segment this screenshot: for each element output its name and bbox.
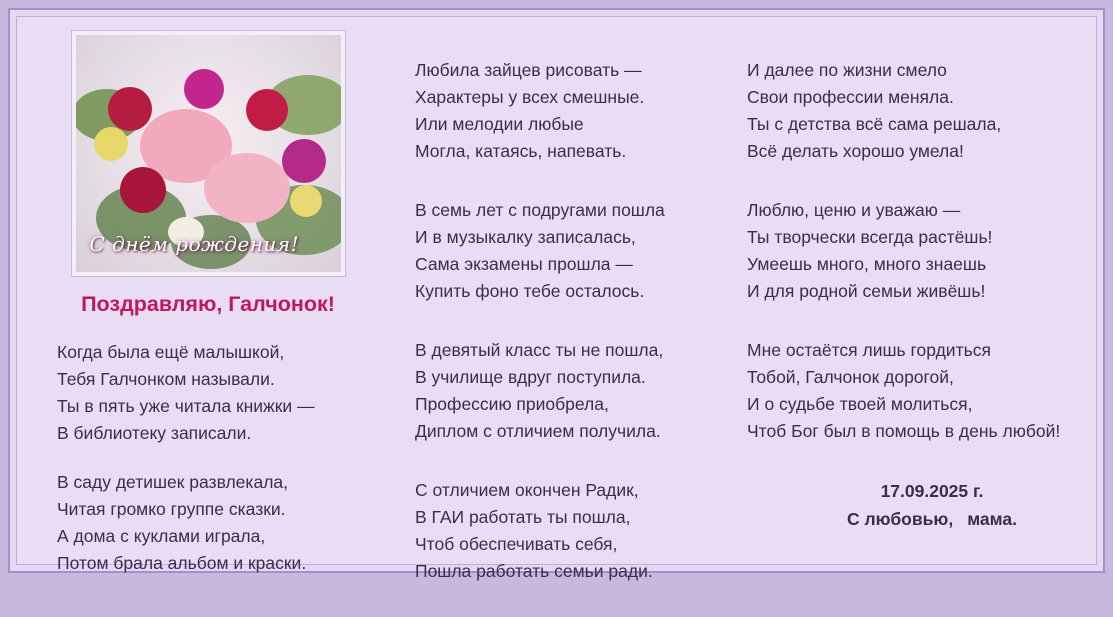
poem-line: Диплом с отличием получила.: [415, 421, 661, 441]
poem-line: Свои профессии меняла.: [747, 87, 954, 107]
signature-block: [747, 477, 1077, 533]
poem-line: Всё делать хорошо умела!: [747, 141, 964, 161]
flower-red-rose-3: [120, 167, 166, 213]
poem-line: Или мелодии любые: [415, 114, 584, 134]
flower-red-rose-2: [246, 89, 288, 131]
poem-line: Ты творчески всегда растёшь!: [747, 227, 993, 247]
flower-pink-lily-2: [204, 153, 290, 223]
poem-line: Характеры у всех смешные.: [415, 87, 645, 107]
bouquet-photo: [72, 31, 345, 276]
page-title: Поздравляю, Галчонок!: [81, 292, 335, 316]
poem-line: Ты в пять уже читала книжки —: [57, 396, 315, 416]
poem-line: И в музыкалку записалась,: [415, 227, 636, 247]
poem-line: В саду детишек развлекала,: [57, 472, 288, 492]
poem-line: С отличием окончен Радик,: [415, 480, 639, 500]
poem-line: А дома с куклами играла,: [57, 526, 266, 546]
poem-line: Купить фоно тебе осталось.: [415, 281, 645, 301]
poem-line: Профессию приобрела,: [415, 394, 609, 414]
poem-line: Люблю, ценю и уважаю —: [747, 200, 961, 220]
poem-line: И далее по жизни смело: [747, 60, 947, 80]
stanza-left-2: [57, 469, 373, 577]
poem-line: Тебя Галчонком называли.: [57, 369, 275, 389]
poem-line: Читая громко группе сказки.: [57, 499, 286, 519]
flower-magenta-1: [184, 69, 224, 109]
poem-line: Мне остаётся лишь гордиться: [747, 340, 991, 360]
poem-line: Могла, катаясь, напевать.: [415, 141, 627, 161]
poem-line: Ты с детства всё сама решала,: [747, 114, 1002, 134]
poem-line: В училище вдруг поступила.: [415, 367, 646, 387]
stanza-right-3: [747, 337, 1077, 445]
card-inner-frame: [16, 16, 1097, 581]
signature-author: мама.: [967, 509, 1017, 529]
signature-closing-line: [787, 505, 1077, 533]
column-left: [43, 31, 373, 577]
photo-script-caption: С днём рождения!: [89, 232, 300, 256]
column-right: [747, 57, 1077, 533]
poem-line: В ГАИ работать ты пошла,: [415, 507, 631, 527]
poem-line: Чтоб обеспечивать себя,: [415, 534, 618, 554]
poem-line: В библиотеку записали.: [57, 423, 252, 443]
poem-line: Умеешь много, много знаешь: [747, 254, 987, 274]
poem-line: Потом брала альбом и краски.: [57, 553, 307, 573]
poem-line: В семь лет с подругами пошла: [415, 200, 665, 220]
flower-yellow-1: [94, 127, 128, 161]
greeting-card: [8, 8, 1105, 581]
stanza-mid-2: [415, 197, 715, 305]
poem-line: Пошла работать семьи ради.: [415, 561, 653, 581]
signature-date: 17.09.2025 г.: [880, 481, 984, 501]
column-middle: [415, 57, 715, 617]
stanza-right-1: [747, 57, 1077, 165]
stanza-left-1: [57, 339, 373, 447]
poem-line: И о судьбе твоей молиться,: [747, 394, 973, 414]
stanza-mid-4: [415, 477, 715, 585]
poem-line: В девятый класс ты не пошла,: [415, 340, 664, 360]
poem-line: И для родной семьи живёшь!: [747, 281, 986, 301]
stanza-mid-3: [415, 337, 715, 445]
poem-line: Сама экзамены прошла —: [415, 254, 633, 274]
signature-closing: С любовью,: [847, 509, 954, 529]
flower-red-rose-1: [108, 87, 152, 131]
stanza-mid-1: [415, 57, 715, 165]
stanza-right-2: [747, 197, 1077, 305]
flower-magenta-2: [282, 139, 326, 183]
poem-line: Любила зайцев рисовать —: [415, 60, 642, 80]
poem-line: Когда была ещё малышкой,: [57, 342, 285, 362]
poem-line: Чтоб Бог был в помощь в день любой!: [747, 421, 1061, 441]
poem-line: Тобой, Галчонок дорогой,: [747, 367, 954, 387]
flower-yellow-2: [290, 185, 322, 217]
